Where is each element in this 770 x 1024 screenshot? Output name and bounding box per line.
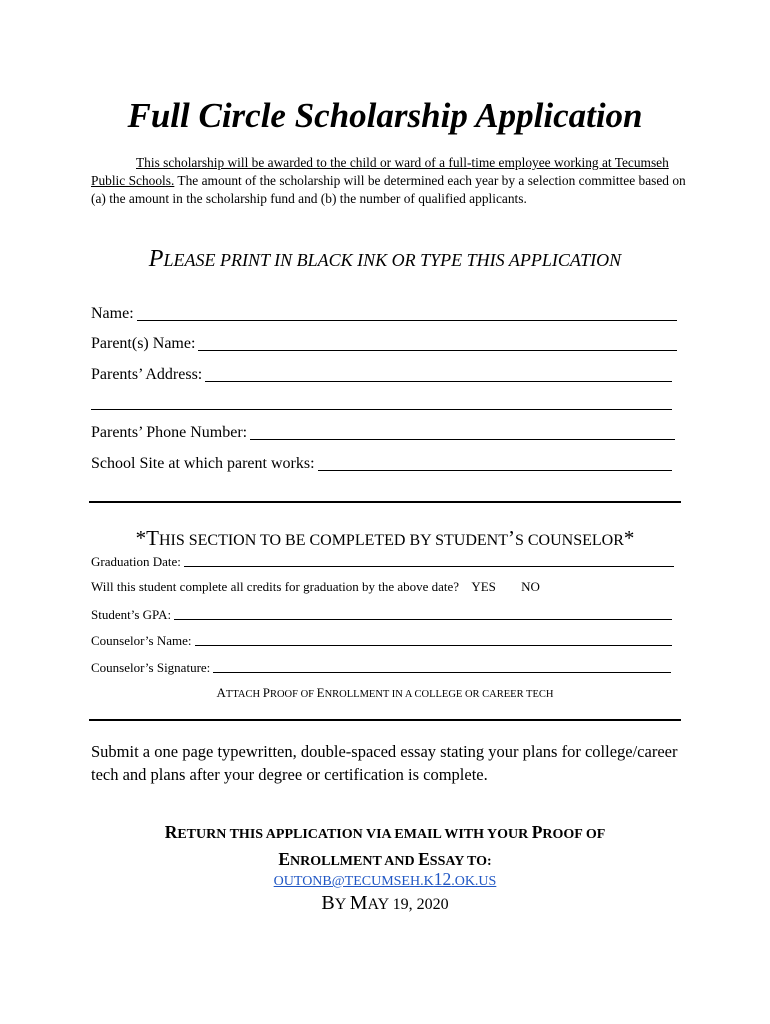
intro-paragraph xyxy=(91,154,691,208)
attach-text-3: NROLLMENT IN A COLLEGE OR CAREER TECH xyxy=(324,689,554,700)
parents-address-line-2[interactable] xyxy=(91,409,672,410)
section-divider-top xyxy=(89,501,681,503)
parents-name-input-line[interactable] xyxy=(198,335,677,351)
school-site-input-line[interactable] xyxy=(318,455,672,471)
gpa-field[interactable] xyxy=(91,603,672,623)
heading-star-close: * xyxy=(623,526,635,550)
email-text-1: OUTONB@TECUMSEH.K xyxy=(273,874,434,889)
deadline-initial-m: M xyxy=(349,892,368,914)
counselor-name-label: Counselor’s Name: xyxy=(91,633,192,648)
return-initial-r: R xyxy=(164,822,178,842)
graduation-date-input-line[interactable] xyxy=(184,554,674,567)
graduation-date-label: Graduation Date: xyxy=(91,554,181,569)
print-instruction-rest: LEASE PRINT IN BLACK INK OR TYPE THIS APPLICATION xyxy=(163,250,622,270)
attach-initial-p: P xyxy=(262,685,270,700)
heading-star-open: *T xyxy=(135,526,159,550)
return-initial-e: E xyxy=(278,849,291,869)
return-text-2: ROOF OF xyxy=(542,827,606,842)
page-title: Full Circle Scholarship Application xyxy=(127,96,643,135)
counselor-name-field[interactable] xyxy=(91,629,672,649)
credits-question: Will this student complete all credits for graduation by the above date? xyxy=(91,579,460,594)
section-divider-bottom xyxy=(89,719,681,721)
return-instructions xyxy=(0,820,770,874)
graduation-date-field[interactable] xyxy=(91,550,674,570)
deadline xyxy=(0,890,770,918)
gpa-input-line[interactable] xyxy=(174,607,672,620)
deadline-text-2: AY 19, 2020 xyxy=(367,896,449,913)
return-initial-e2: E xyxy=(418,849,430,869)
return-text-3: NROLLMENT AND xyxy=(290,854,419,869)
name-label: Name: xyxy=(91,305,134,322)
return-initial-p: P xyxy=(531,822,543,842)
attach-initial-e: E xyxy=(316,685,325,700)
parents-address-input-line[interactable] xyxy=(205,366,672,382)
parents-address-field[interactable] xyxy=(91,363,672,385)
heading-text-2: S COUNSELOR xyxy=(514,532,624,549)
return-text-4: SSAY TO: xyxy=(429,854,492,869)
attach-text-1: TTACH xyxy=(225,689,263,700)
parents-name-label: Parent(s) Name: xyxy=(91,335,196,352)
counselor-name-input-line[interactable] xyxy=(195,633,673,646)
parents-phone-input-line[interactable] xyxy=(250,424,675,440)
attach-initial-a: A xyxy=(216,685,226,700)
gpa-label: Student’s GPA: xyxy=(91,607,172,622)
parents-phone-label: Parents’ Phone Number: xyxy=(91,424,248,441)
email-link[interactable] xyxy=(273,869,497,889)
counselor-section-heading xyxy=(0,526,770,553)
essay-instructions: Submit a one page typewritten, double-spaced essay stating your plans for college/career tech and plans after your degree or certification is complete. xyxy=(91,742,678,784)
email-number: 12 xyxy=(433,869,452,889)
yes-option[interactable]: YES xyxy=(471,579,496,594)
committee-text: The amount of the scholarship will be determined each year by a selection committee based on (a) the amount in the scholarship fund and (b) the number of qualified applicants. xyxy=(91,173,686,206)
email-text-2: .OK.US xyxy=(451,874,497,889)
counselor-signature-field[interactable] xyxy=(91,656,671,676)
school-site-label: School Site at which parent works: xyxy=(91,455,315,472)
school-site-field[interactable] xyxy=(91,452,672,474)
name-field[interactable] xyxy=(91,302,677,324)
deadline-initial-b: B xyxy=(321,892,335,914)
no-option[interactable]: NO xyxy=(521,579,540,594)
return-line-1 xyxy=(0,820,770,847)
deadline-text-1: Y xyxy=(334,896,350,913)
counselor-signature-input-line[interactable] xyxy=(213,660,671,673)
print-instruction xyxy=(0,246,770,273)
attach-text-2: ROOF OF xyxy=(269,689,317,700)
heading-apostrophe: ’ xyxy=(507,526,515,550)
parents-phone-field[interactable] xyxy=(91,421,675,443)
parents-name-field[interactable] xyxy=(91,332,677,354)
eligibility-text: This scholarship will be awarded to the child or ward of a full-time employee working at Tecumseh Public Schools. xyxy=(91,155,669,188)
credits-question-row xyxy=(91,578,691,596)
name-input-line[interactable] xyxy=(137,305,677,321)
counselor-signature-label: Counselor’s Signature: xyxy=(91,660,211,675)
parents-address-label: Parents’ Address: xyxy=(91,366,203,383)
attach-enrollment-note xyxy=(0,685,770,703)
return-text-1: ETURN THIS APPLICATION VIA EMAIL WITH YOUR xyxy=(177,827,532,842)
heading-text-1: HIS SECTION TO BE COMPLETED BY STUDENT xyxy=(158,532,508,549)
print-instruction-initial: P xyxy=(148,246,164,272)
